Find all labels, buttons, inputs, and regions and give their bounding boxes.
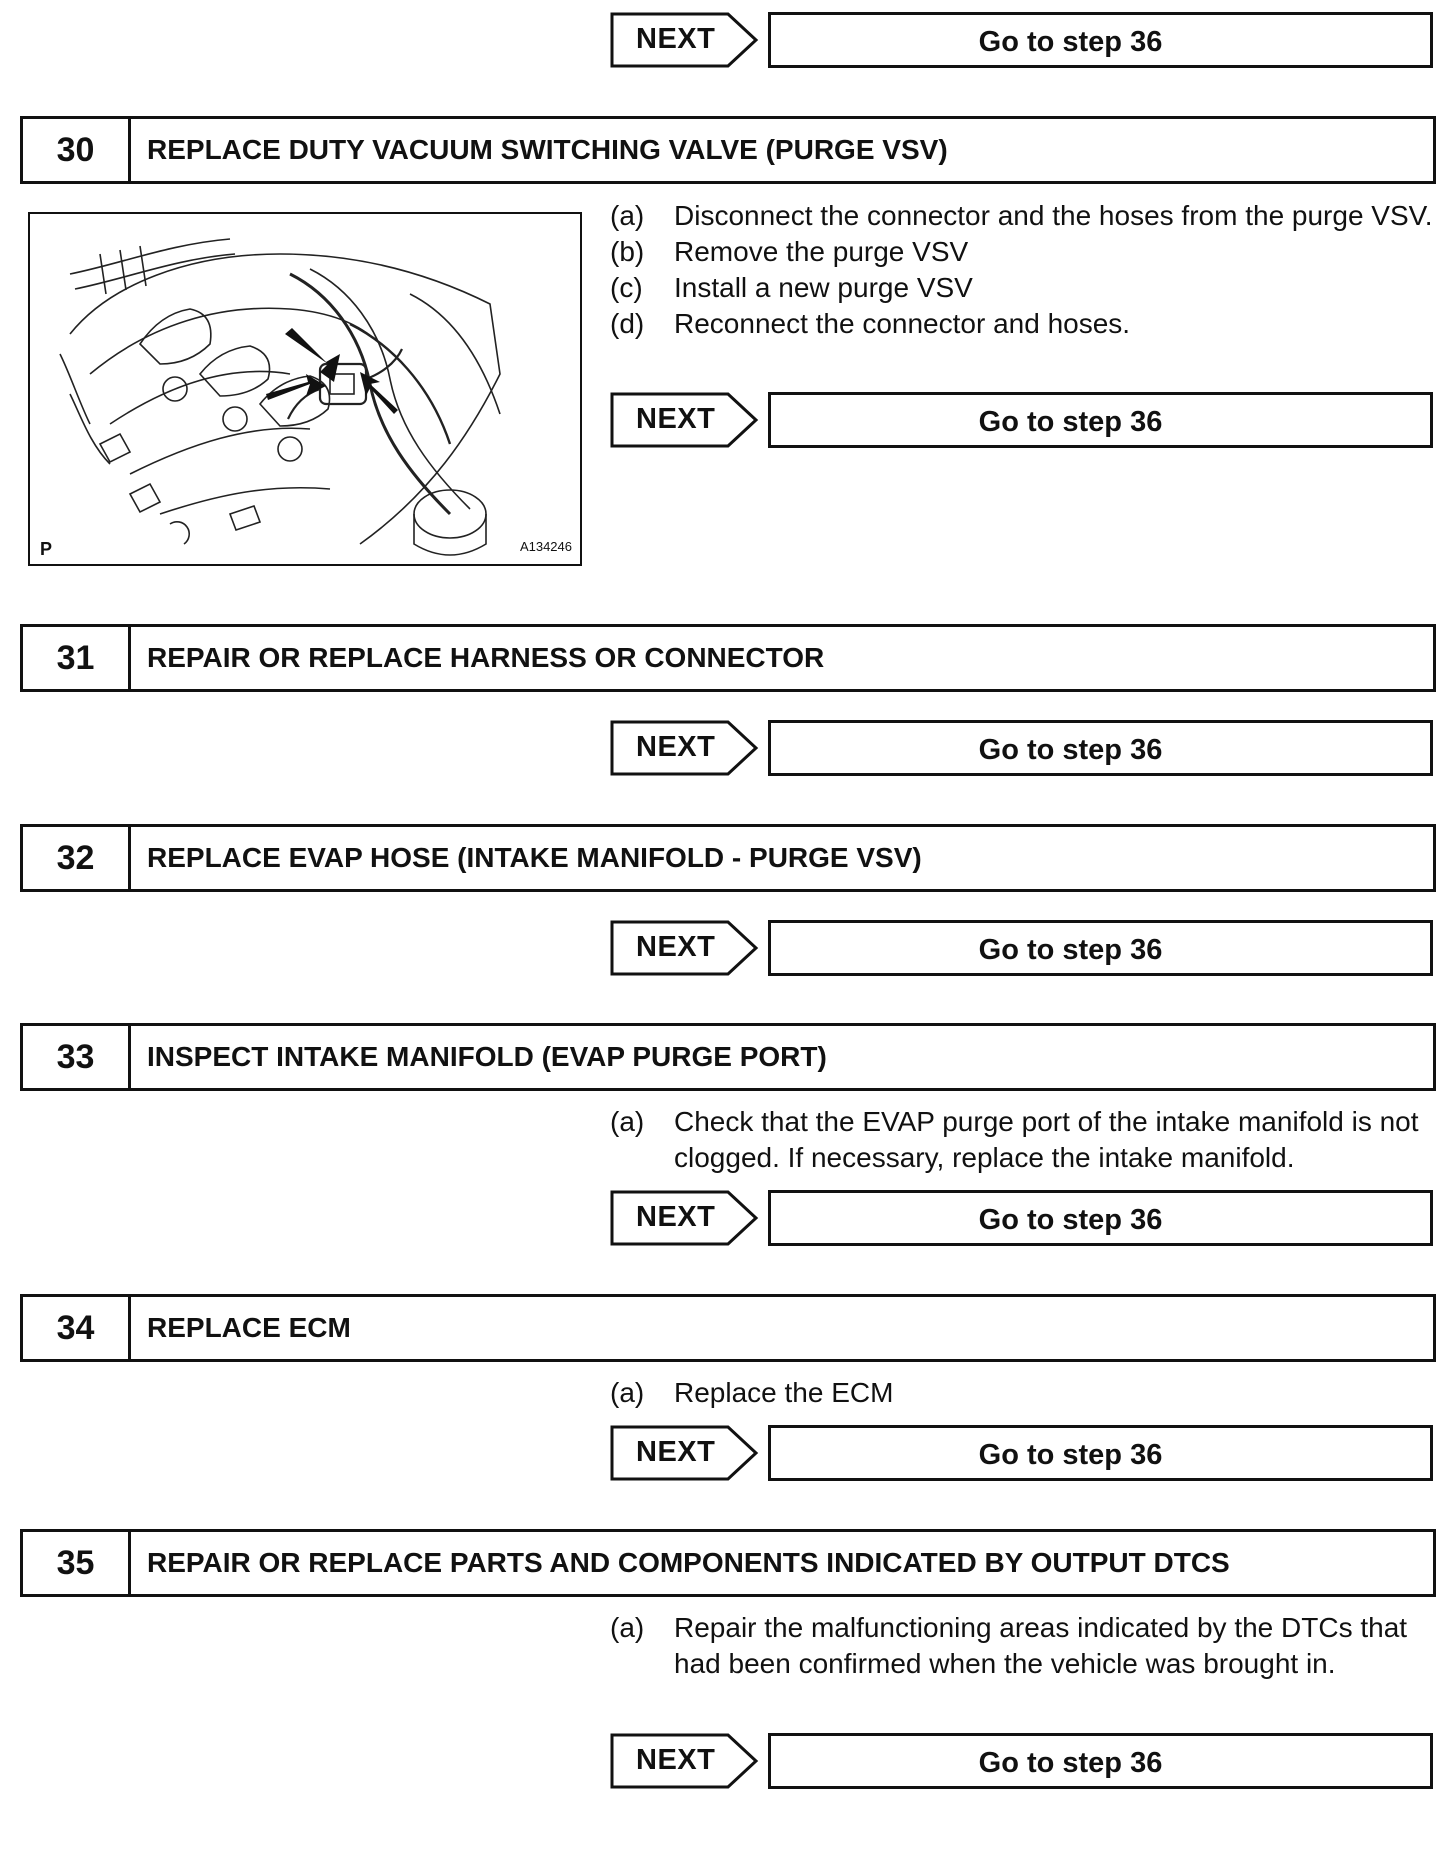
goto-text: Go to step 36	[978, 406, 1163, 438]
step-number: 30	[23, 119, 131, 181]
next-label: NEXT	[636, 1436, 716, 1468]
engine-illustration	[30, 214, 582, 566]
goto-box[interactable]	[768, 392, 1433, 448]
instruction-list-33	[610, 1104, 1440, 1176]
step-title: REPAIR OR REPLACE HARNESS OR CONNECTOR	[147, 642, 825, 673]
next-label: NEXT	[636, 1201, 716, 1233]
next-label: NEXT	[636, 731, 716, 763]
step-header-35	[20, 1529, 1436, 1597]
step-number: 32	[23, 827, 131, 889]
goto-text: Go to step 36	[978, 1747, 1163, 1779]
instruction-list-30	[610, 198, 1440, 342]
next-button[interactable]	[610, 1733, 760, 1791]
step-header-32	[20, 824, 1436, 892]
next-label: NEXT	[636, 403, 716, 435]
next-row-30	[610, 392, 1436, 456]
next-row-31	[610, 720, 1436, 784]
next-button[interactable]	[610, 920, 760, 978]
goto-box[interactable]	[768, 12, 1433, 68]
instruction-item	[610, 1104, 1440, 1176]
step-number: 33	[23, 1026, 131, 1088]
instruction-letter: (b)	[610, 236, 645, 267]
goto-text: Go to step 36	[978, 1204, 1163, 1236]
step-header-33	[20, 1023, 1436, 1091]
next-button[interactable]	[610, 392, 760, 450]
instruction-item	[610, 1375, 1440, 1411]
instruction-item	[610, 306, 1440, 342]
instruction-letter: (a)	[610, 1377, 645, 1408]
instruction-text: Repair the malfunctioning areas indicated by the DTCs that had been confirmed when the vehicle was brought in.	[674, 1612, 1408, 1679]
step-title: REPLACE DUTY VACUUM SWITCHING VALVE (PURGE VSV)	[147, 134, 948, 165]
step-header-31	[20, 624, 1436, 692]
next-button[interactable]	[610, 720, 760, 778]
next-label: NEXT	[636, 1744, 716, 1776]
step-title: INSPECT INTAKE MANIFOLD (EVAP PURGE PORT)	[147, 1041, 827, 1072]
next-label: NEXT	[636, 931, 716, 963]
instruction-letter: (a)	[610, 1106, 645, 1137]
instruction-text: Install a new purge VSV	[674, 272, 973, 303]
next-label: NEXT	[636, 23, 716, 55]
step-title: REPAIR OR REPLACE PARTS AND COMPONENTS INDICATED BY OUTPUT DTCS	[147, 1547, 1230, 1578]
next-button[interactable]	[610, 1425, 760, 1483]
figure-code: A134246	[519, 539, 572, 554]
goto-text: Go to step 36	[978, 934, 1163, 966]
step-number: 31	[23, 627, 131, 689]
next-row-34	[610, 1425, 1436, 1489]
next-row-top	[610, 12, 1436, 76]
instruction-letter: (a)	[610, 200, 645, 231]
next-row-33	[610, 1190, 1436, 1254]
instruction-text: Remove the purge VSV	[674, 236, 969, 267]
instruction-text: Check that the EVAP purge port of the intake manifold is not clogged. If necessary, replace the intake manifold.	[674, 1106, 1419, 1173]
goto-box[interactable]	[768, 1425, 1433, 1481]
instruction-item	[610, 270, 1440, 306]
instruction-letter: (c)	[610, 272, 643, 303]
goto-text: Go to step 36	[978, 1439, 1163, 1471]
instruction-item	[610, 1610, 1440, 1682]
next-button[interactable]	[610, 12, 760, 70]
instruction-text: Disconnect the connector and the hoses from the purge VSV.	[674, 200, 1433, 231]
next-button[interactable]	[610, 1190, 760, 1248]
goto-text: Go to step 36	[978, 734, 1163, 766]
goto-box[interactable]	[768, 1190, 1433, 1246]
step-title: REPLACE EVAP HOSE (INTAKE MANIFOLD - PURGE VSV)	[147, 842, 922, 873]
instruction-text: Reconnect the connector and hoses.	[674, 308, 1131, 339]
step-header-34	[20, 1294, 1436, 1362]
instruction-list-34	[610, 1375, 1440, 1411]
engine-figure	[28, 212, 582, 566]
step-number: 35	[23, 1532, 131, 1594]
instruction-item	[610, 198, 1440, 234]
goto-text: Go to step 36	[978, 26, 1163, 58]
step-title: REPLACE ECM	[147, 1312, 351, 1343]
instruction-list-35	[610, 1610, 1440, 1682]
instruction-item	[610, 234, 1440, 270]
next-row-32	[610, 920, 1436, 984]
instruction-text: Replace the ECM	[674, 1377, 894, 1408]
next-row-35	[610, 1733, 1436, 1797]
figure-view-label: P	[40, 539, 53, 559]
goto-box[interactable]	[768, 920, 1433, 976]
goto-box[interactable]	[768, 1733, 1433, 1789]
instruction-letter: (a)	[610, 1612, 645, 1643]
instruction-letter: (d)	[610, 308, 645, 339]
goto-box[interactable]	[768, 720, 1433, 776]
step-number: 34	[23, 1297, 131, 1359]
step-header-30	[20, 116, 1436, 184]
